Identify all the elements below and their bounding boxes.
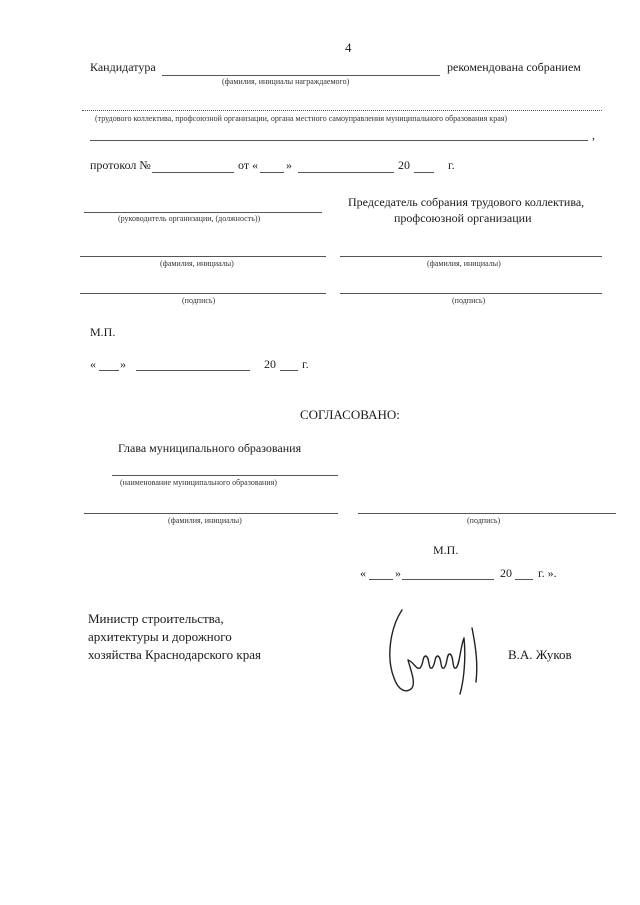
date1-close: » [120,357,126,371]
candidate-name-line [162,75,440,76]
collective-line [82,110,602,111]
signature-hint-right: (подпись) [452,296,486,305]
date1-open: « [90,357,96,371]
signature-line-left [80,293,326,294]
head-position-line [84,212,322,213]
date1-month-line [136,370,250,371]
protocol-day-line [260,172,284,173]
surname-line-left [80,256,326,257]
protocol-year: 20 [398,158,410,172]
protocol-label: протокол № [90,158,151,172]
head-position-hint: (руководитель организации, (должность)) [118,214,261,223]
minister-name: В.А. Жуков [508,647,572,662]
date2-year-line [515,579,533,580]
protocol-year-suffix: г. [448,158,455,172]
municipality-line [112,475,338,476]
date2-close: » [395,566,401,580]
stamp2-label: М.П. [433,543,459,557]
date1-day-line [99,370,119,371]
minister-title-2: архитектуры и дорожного [88,629,232,644]
minister-title-1: Министр строительства, [88,611,224,626]
date2-month-line [402,579,494,580]
protocol-quote-close: » [286,158,292,172]
surname-hint-bottom: (фамилия, инициалы) [168,516,242,525]
chairman-title-2: профсоюзной организации [394,211,532,225]
date1-year: 20 [264,357,276,371]
collective-hint: (трудового коллектива, профсоюзной организации, органа местного самоуправления муниципального образования края) [95,114,508,123]
minister-title-3: хозяйства Краснодарского края [88,647,261,662]
surname-hint-right: (фамилия, инициалы) [427,259,501,268]
municipality-hint: (наименование муниципального образования) [120,478,277,487]
stamp-label: М.П. [90,325,116,339]
comma: , [592,128,595,142]
date2-year: 20 [500,566,512,580]
candidate-name-hint: (фамилия, инициалы награждаемого) [222,77,350,86]
protocol-year-line [414,172,434,173]
protocol-number-line [152,172,234,173]
collective-line-2 [90,140,588,141]
recommended-label: рекомендована собранием [447,60,581,74]
signature-hint-left: (подпись) [182,296,216,305]
signature-hint-bottom: (подпись) [467,516,501,525]
surname-line-bottom [84,513,338,514]
agreed-heading: СОГЛАСОВАНО: [300,407,400,422]
date2-day-line [369,579,393,580]
candidate-label: Кандидатура [90,60,156,74]
surname-hint-left: (фамилия, инициалы) [160,259,234,268]
date1-year-suffix: г. [302,357,309,371]
chairman-title-1: Председатель собрания трудового коллектива, [348,195,585,209]
signature-line-bottom [358,513,616,514]
date2-year-suffix: г. ». [538,566,557,580]
surname-line-right [340,256,602,257]
protocol-from: от « [238,158,259,172]
handwritten-signature [380,598,500,708]
protocol-month-line [298,172,394,173]
municipal-head-label: Глава муниципального образования [118,441,302,455]
page-number: 4 [345,40,352,55]
signature-line-right [340,293,602,294]
date2-open: « [360,566,366,580]
date1-year-line [280,370,298,371]
